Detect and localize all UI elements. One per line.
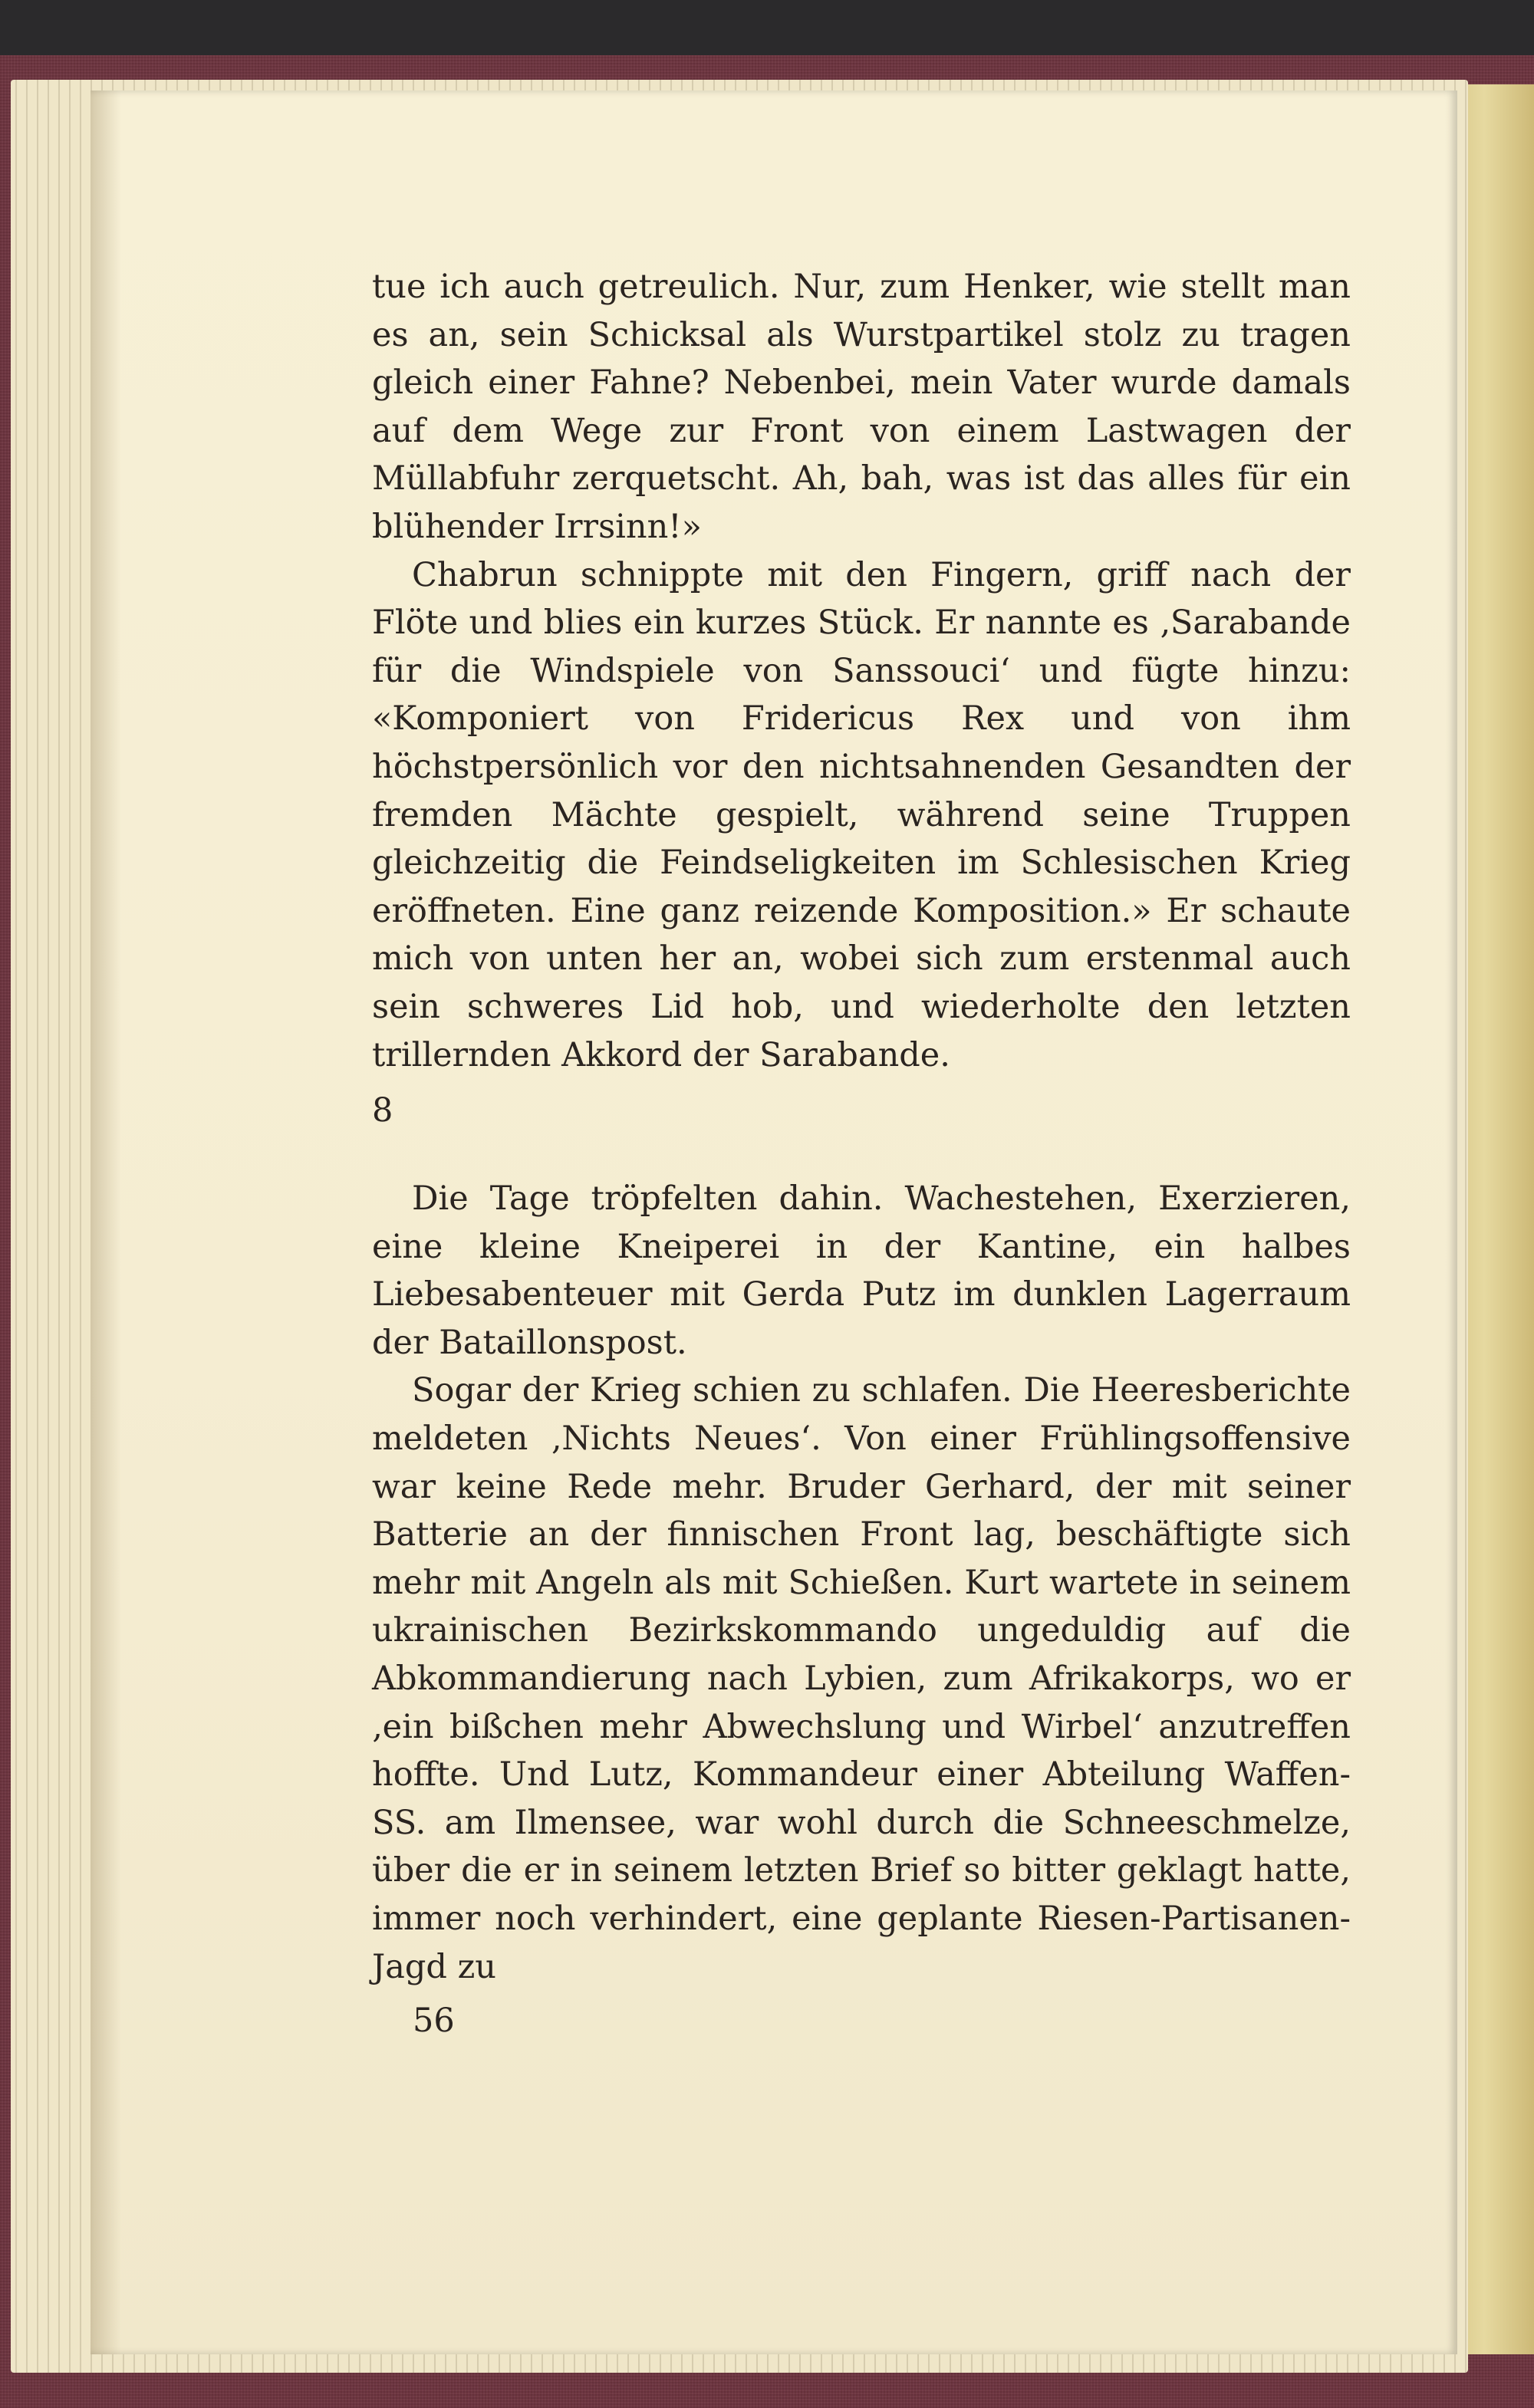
page-number: 56 bbox=[413, 2002, 455, 2040]
page-gutter-shadow bbox=[91, 90, 121, 2354]
body-text bbox=[372, 263, 1351, 1991]
section-number: 8 bbox=[372, 1091, 393, 1130]
paragraph-4: Sogar der Krieg schien zu schlafen. Die Heeresberichte meldeten ‚Nichts Neues‘. Von einer Frühlingsoffensive war keine Rede mehr. Bruder Gerhard, der mit seiner Batterie an der finnischen Front lag, beschäftigte sich mehr mit Angeln als mit Schießen. Kurt wartete in seinem ukrainischen Bezirkskommando ungeduldig auf die Abkommandierung nach Lybien, zum Afrikakorps, wo er ‚ein bißchen mehr Abwechslung und Wirbel‘ anzutreffen hoffte. Und Lutz, Kommandeur einer Abteilung Waffen-SS. am Ilmensee, war wohl durch die Schneeschmelze, über die er in seinem letzten Brief so bitter geklagt hatte, immer noch verhindert, eine geplante Riesen-Partisanen-Jagd zu bbox=[372, 1371, 1351, 1986]
paragraph-3: Die Tage tröpfelten dahin. Wachestehen, Exerzieren, eine kleine Kneiperei in der Kantine, ein halbes Liebesabenteuer mit Gerda Putz im dunklen Lagerraum der Bataillonspost. bbox=[372, 1179, 1351, 1362]
paragraph-2: Chabrun schnippte mit den Fingern, griff nach der Flöte und blies ein kurzes Stück. Er nannte es ‚Sarabande für die Windspiele von Sanssouci‘ und fügte hinzu: «Komponiert von Fridericus Rex und von ihm höchstpersönlich vor den nichtsahnenden Gesandten der fremden Mächte gespielt, während seine Truppen gleichzeitig die Feindseligkeiten im Schlesischen Krieg eröffneten. Eine ganz reizende Komposition.» Er schaute mich von unten her an, wobei sich zum erstenmal auch sein schweres Lid hob, und wiederholte den letzten trillernden Akkord der Sarabande. bbox=[372, 555, 1351, 1074]
paragraph-1: tue ich auch getreulich. Nur, zum Henker, wie stellt man es an, sein Schicksal als Wurstpartikel stolz zu tragen gleich einer Fahne? Nebenbei, mein Vater wurde damals auf dem Wege zur Front von einem Lastwagen der Müllabfuhr zerquetscht. Ah, bah, was ist das alles für ein blühender Irrsinn!» bbox=[372, 268, 1351, 546]
